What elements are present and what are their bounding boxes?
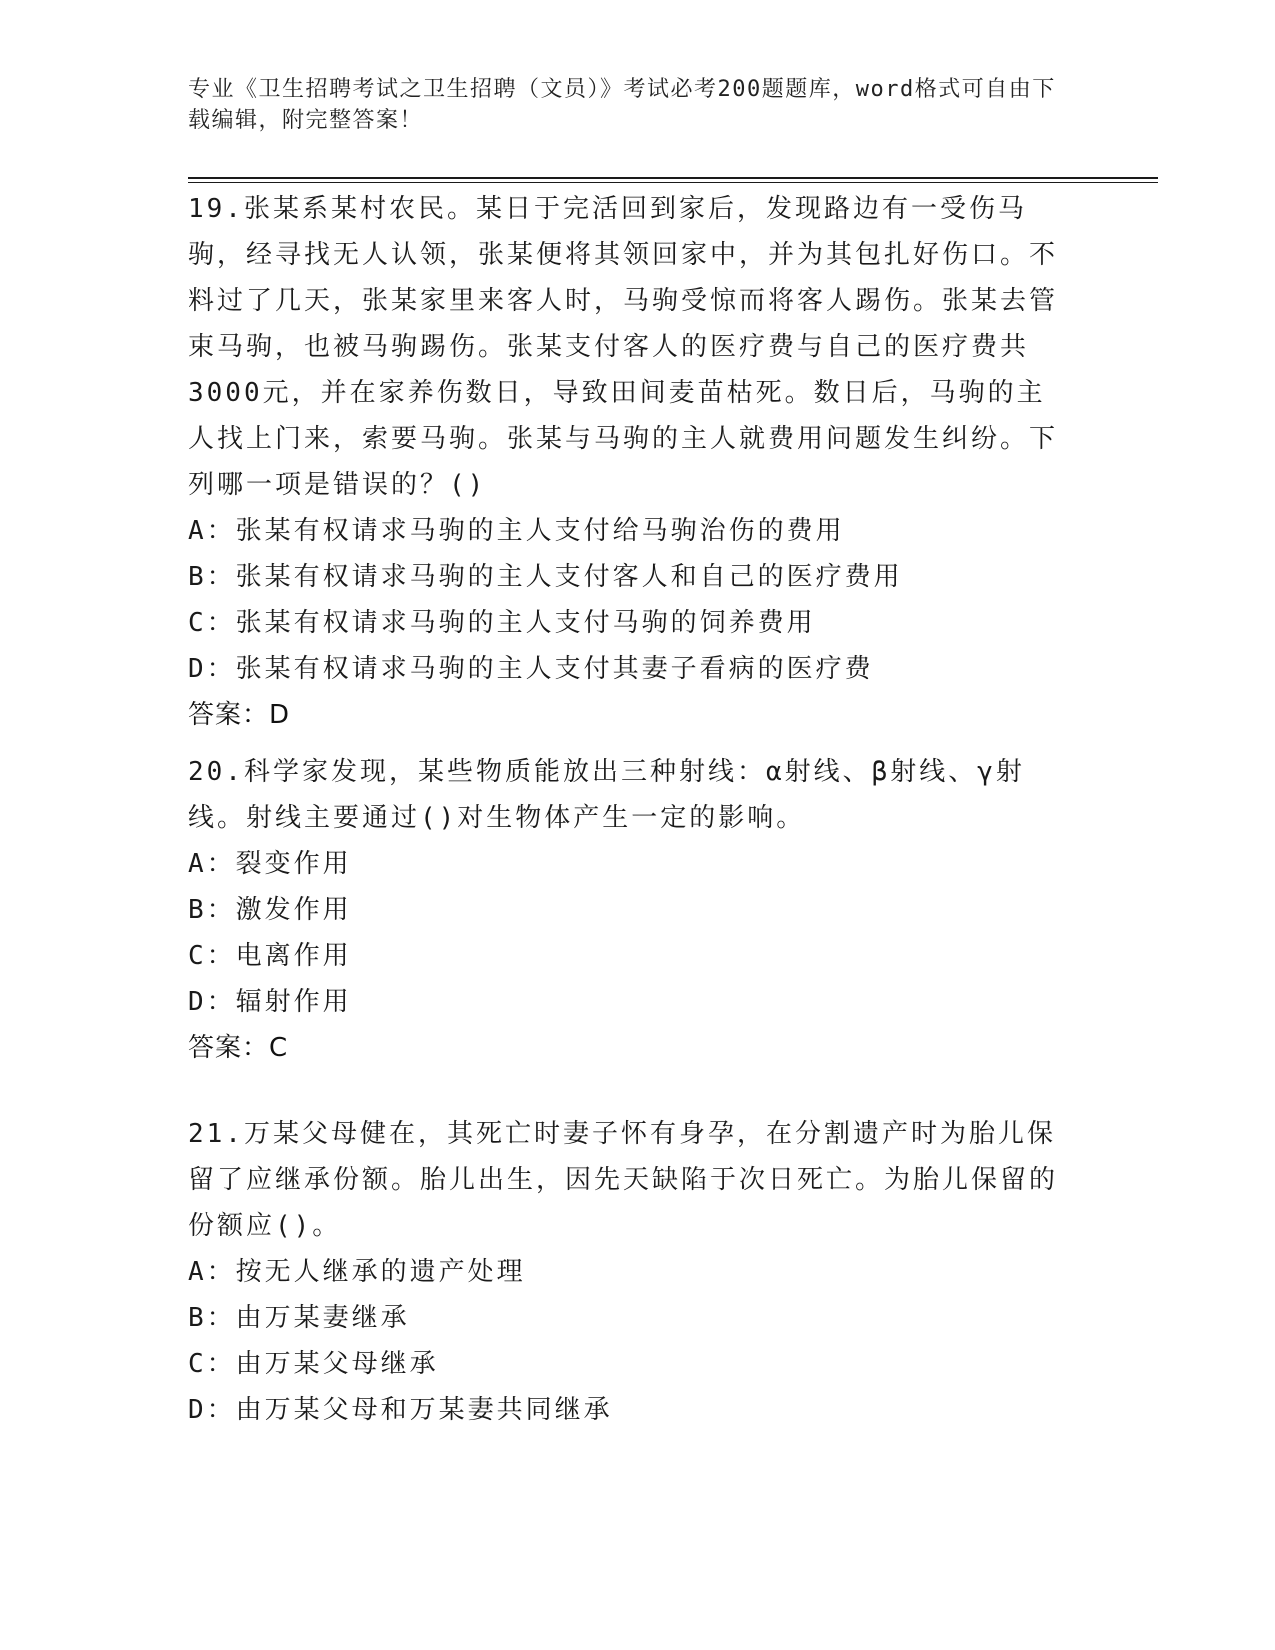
option-b: B：张某有权请求马驹的主人支付客人和自己的医疗费用 <box>188 562 903 592</box>
option-c: C：由万某父母继承 <box>188 1349 439 1379</box>
option-c: C：电离作用 <box>188 941 352 971</box>
question-stem: 21.万某父母健在，其死亡时妻子怀有身孕，在分割遗产时为胎儿保留了应继承份额。胎儿出生，因先天缺陷于次日死亡。为胎儿保留的份额应()。 <box>188 1119 1059 1241</box>
option-d: D：辐射作用 <box>188 987 352 1017</box>
question-stem: 19.张某系某村农民。某日于完活回到家后，发现路边有一受伤马驹，经寻找无人认领，张某便将其领回家中，并为其包扎好伤口。不料过了几天，张某家里来客人时，马驹受惊而将客人踢伤。张某去管束马驹，也被马驹踢伤。张某支付客人的医疗费与自己的医疗费共3000元，并在家养伤数日，导致田间麦苗枯死。数日后，马驹的主人找上门来，索要马驹。张某与马驹的主人就费用问题发生纠纷。下列哪一项是错误的？() <box>188 194 1059 500</box>
page-header: 专业《卫生招聘考试之卫生招聘（文员）》考试必考200题题库，word格式可自由下载编辑，附完整答案！ <box>188 77 1056 133</box>
option-d: D：张某有权请求马驹的主人支付其妻子看病的医疗费 <box>188 654 874 684</box>
option-d: D：由万某父母和万某妻共同继承 <box>188 1395 613 1425</box>
question-stem: 20.科学家发现，某些物质能放出三种射线：α射线、β射线、γ射线。射线主要通过()对生物体产生一定的影响。 <box>188 757 1025 833</box>
header-divider-thin <box>188 182 1158 183</box>
question-19 <box>188 186 1068 738</box>
question-21 <box>188 1111 1068 1433</box>
option-b: B：激发作用 <box>188 895 352 925</box>
option-a: A：张某有权请求马驹的主人支付给马驹治伤的费用 <box>188 516 845 546</box>
option-c: C：张某有权请求马驹的主人支付马驹的饲养费用 <box>188 608 816 638</box>
header-divider-thick <box>188 177 1158 179</box>
option-a: A：裂变作用 <box>188 849 352 879</box>
answer: 答案：C <box>188 1033 289 1063</box>
option-b: B：由万某妻继承 <box>188 1303 410 1333</box>
question-20 <box>188 749 1068 1071</box>
answer: 答案：D <box>188 700 291 730</box>
option-a: A：按无人继承的遗产处理 <box>188 1257 526 1287</box>
